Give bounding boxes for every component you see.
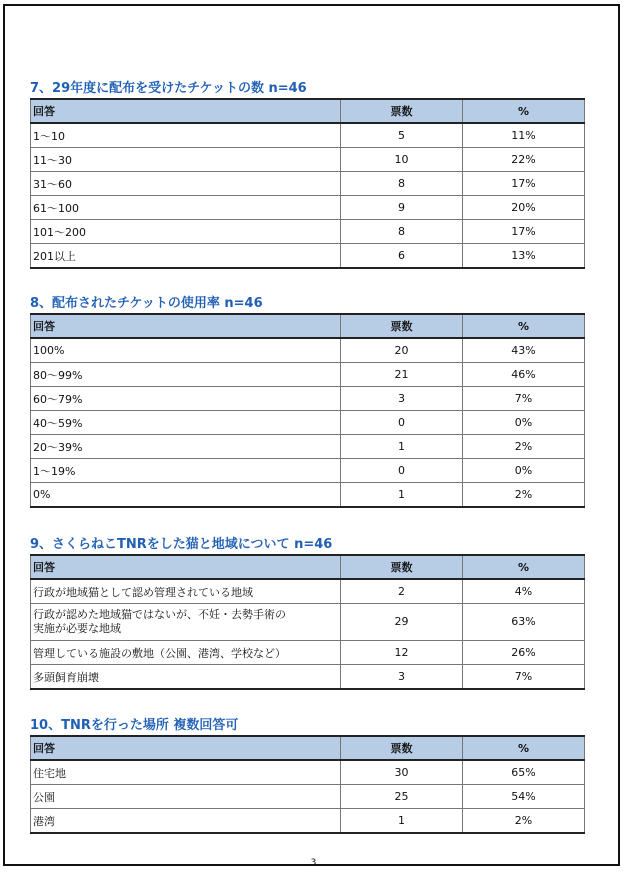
count-cell: 1 [341,483,463,508]
table-row [31,172,585,196]
percent-cell: 65% [463,760,585,785]
count-cell: 30 [341,760,463,785]
answer-line-1: 行政が認めた地域猫ではないが、不妊・去勢手術の [33,608,286,621]
answer-cell: 31～60 [31,172,341,196]
header-percent: % [463,99,585,123]
count-cell: 0 [341,459,463,483]
results-table [30,554,585,690]
table-row [31,363,585,387]
percent-cell: 2% [463,483,585,508]
section-7 [30,80,584,269]
section-title: 8、配布されたチケットの使用率 n=46 [30,296,263,311]
count-cell: 25 [341,785,463,809]
percent-cell: 17% [463,220,585,244]
answer-cell [31,604,341,641]
answer-cell: 港湾 [31,809,341,834]
percent-cell: 2% [463,809,585,834]
answer-cell: 公園 [31,785,341,809]
header-answer: 回答 [31,555,341,579]
count-cell: 3 [341,387,463,411]
table-row [31,579,585,604]
header-count: 票数 [341,99,463,123]
header-percent: % [463,736,585,760]
table-row [31,196,585,220]
answer-cell: 多頭飼育崩壊 [31,665,341,690]
answer-cell: 1～10 [31,123,341,148]
table-row [31,244,585,269]
section-8 [30,295,584,508]
table-row [31,148,585,172]
table-row [31,411,585,435]
percent-cell: 7% [463,665,585,690]
answer-cell: 61～100 [31,196,341,220]
table-row [31,220,585,244]
count-cell: 21 [341,363,463,387]
answer-cell: 100% [31,338,341,363]
answer-line-2: 実施が必要な地域 [33,622,121,635]
percent-cell: 0% [463,459,585,483]
count-cell: 9 [341,196,463,220]
table-row [31,483,585,508]
count-cell: 1 [341,809,463,834]
count-cell: 3 [341,665,463,690]
percent-cell: 46% [463,363,585,387]
table-row [31,604,585,641]
answer-cell: 40～59% [31,411,341,435]
section-10 [30,717,584,834]
table-row [31,387,585,411]
count-cell: 6 [341,244,463,269]
header-answer: 回答 [31,314,341,338]
table-header-row [31,314,585,338]
percent-cell: 63% [463,604,585,641]
percent-cell: 11% [463,123,585,148]
count-cell: 8 [341,220,463,244]
percent-cell: 20% [463,196,585,220]
table-row [31,760,585,785]
percent-cell: 2% [463,435,585,459]
header-count: 票数 [341,314,463,338]
count-cell: 8 [341,172,463,196]
answer-cell: 住宅地 [31,760,341,785]
percent-cell: 43% [463,338,585,363]
section-title: 9、さくらねこTNRをした猫と地域について n=46 [30,537,333,552]
header-percent: % [463,314,585,338]
header-count: 票数 [341,555,463,579]
answer-cell: 80～99% [31,363,341,387]
count-cell: 10 [341,148,463,172]
count-cell: 29 [341,604,463,641]
header-percent: % [463,555,585,579]
count-cell: 12 [341,641,463,665]
answer-cell: 0% [31,483,341,508]
results-table [30,313,585,508]
count-cell: 1 [341,435,463,459]
answer-cell: 201以上 [31,244,341,269]
percent-cell: 54% [463,785,585,809]
table-row [31,641,585,665]
section-title: 10、TNRを行った場所 複数回答可 [30,718,239,733]
percent-cell: 13% [463,244,585,269]
table-row [31,459,585,483]
table-row [31,123,585,148]
answer-cell: 1～19% [31,459,341,483]
percent-cell: 7% [463,387,585,411]
count-cell: 2 [341,579,463,604]
table-header-row [31,555,585,579]
header-answer: 回答 [31,736,341,760]
answer-cell: 行政が地域猫として認め管理されている地域 [31,579,341,604]
percent-cell: 22% [463,148,585,172]
section-9 [30,536,584,690]
table-row [31,665,585,690]
table-row [31,435,585,459]
percent-cell: 17% [463,172,585,196]
table-row [31,809,585,834]
page-number: 3 [310,858,317,868]
count-cell: 20 [341,338,463,363]
section-title: 7、29年度に配布を受けたチケットの数 n=46 [30,81,307,96]
header-answer: 回答 [31,99,341,123]
percent-cell: 26% [463,641,585,665]
results-table [30,735,585,834]
table-row [31,785,585,809]
answer-cell: 101～200 [31,220,341,244]
results-table [30,98,585,269]
answer-cell: 11～30 [31,148,341,172]
header-count: 票数 [341,736,463,760]
answer-cell: 60～79% [31,387,341,411]
answer-cell: 20～39% [31,435,341,459]
percent-cell: 0% [463,411,585,435]
count-cell: 0 [341,411,463,435]
table-header-row [31,99,585,123]
table-row [31,338,585,363]
count-cell: 5 [341,123,463,148]
table-header-row [31,736,585,760]
answer-cell: 管理している施設の敷地（公園、港湾、学校など） [31,641,341,665]
percent-cell: 4% [463,579,585,604]
